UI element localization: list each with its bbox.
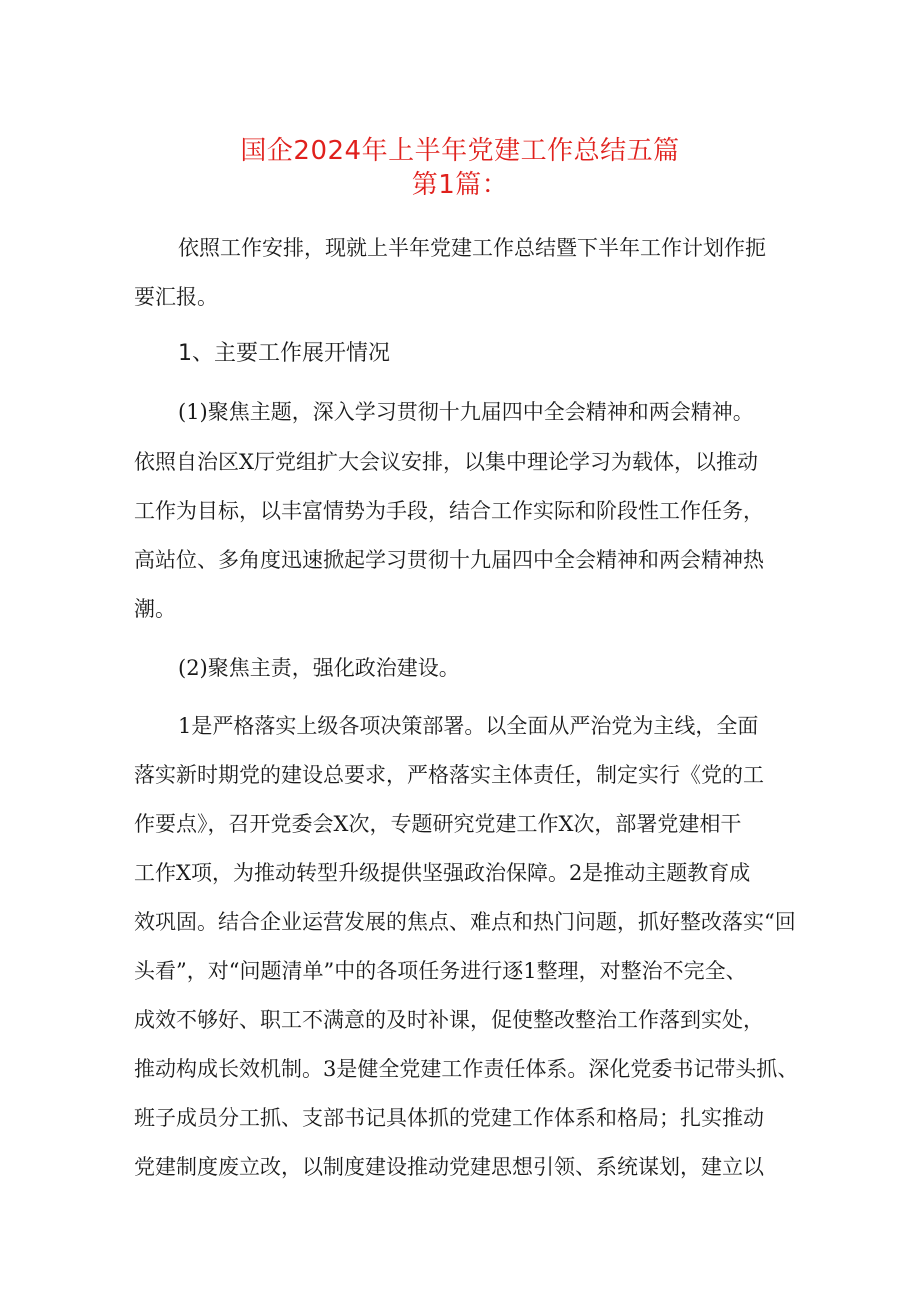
paragraph-line: 党建制度废立改，以制度建设推动党建思想引领、系统谋划，建立以 (134, 1155, 764, 1179)
paragraph-line: 工作X项，为推动转型升级提供坚强政治保障。2是推动主题教育成 (134, 861, 751, 885)
paragraph-line: 效巩固。结合企业运营发展的焦点、难点和热门问题，抓好整改落实“回 (134, 910, 796, 934)
paragraph-line: (2)聚焦主责，强化政治建设。 (178, 656, 460, 680)
paragraph-line: 依照自治区X厅党组扩大会议安排，以集中理论学习为载体，以推动 (134, 450, 758, 474)
paragraph-line: 工作为目标，以丰富情势为手段，结合工作实际和阶段性工作任务， (134, 499, 764, 523)
paragraph-line: 潮。 (134, 597, 176, 621)
paragraph-line: 成效不够好、职工不满意的及时补课，促使整改整治工作落到实处， (134, 1008, 764, 1032)
section-heading: 1、主要工作展开情况 (178, 341, 390, 366)
paragraph-line: 作要点》，召开党委会X次，专题研究党建工作X次，部署党建相干 (134, 812, 742, 836)
paragraph-line: 推动构成长效机制。3是健全党建工作责任体系。深化党委书记带头抓、 (134, 1057, 799, 1081)
document-subtitle: 第1篇： (411, 170, 509, 200)
paragraph-line: 头看”，对“问题清单”中的各项任务进行逐1整理，对整治不完全、 (134, 959, 747, 983)
paragraph-line: 高站位、多角度迅速掀起学习贯彻十九届四中全会精神和两会精神热 (134, 548, 764, 572)
paragraph-line: 1是严格落实上级各项决策部署。以全面从严治党为主线，全面 (178, 714, 759, 738)
paragraph-line: 班子成员分工抓、支部书记具体抓的党建工作体系和格局；扎实推动 (134, 1106, 764, 1130)
paragraph-line: (1)聚焦主题，深入学习贯彻十九届四中全会精神和两会精神。 (178, 400, 754, 424)
document-title: 国企2024年上半年党建工作总结五篇 (240, 136, 680, 166)
paragraph-line: 依照工作安排，现就上半年党建工作总结暨下半年工作计划作扼 (178, 236, 766, 260)
paragraph-line: 要汇报。 (134, 285, 218, 309)
paragraph-line: 落实新时期党的建设总要求，严格落实主体责任，制定实行《党的工 (134, 763, 764, 787)
